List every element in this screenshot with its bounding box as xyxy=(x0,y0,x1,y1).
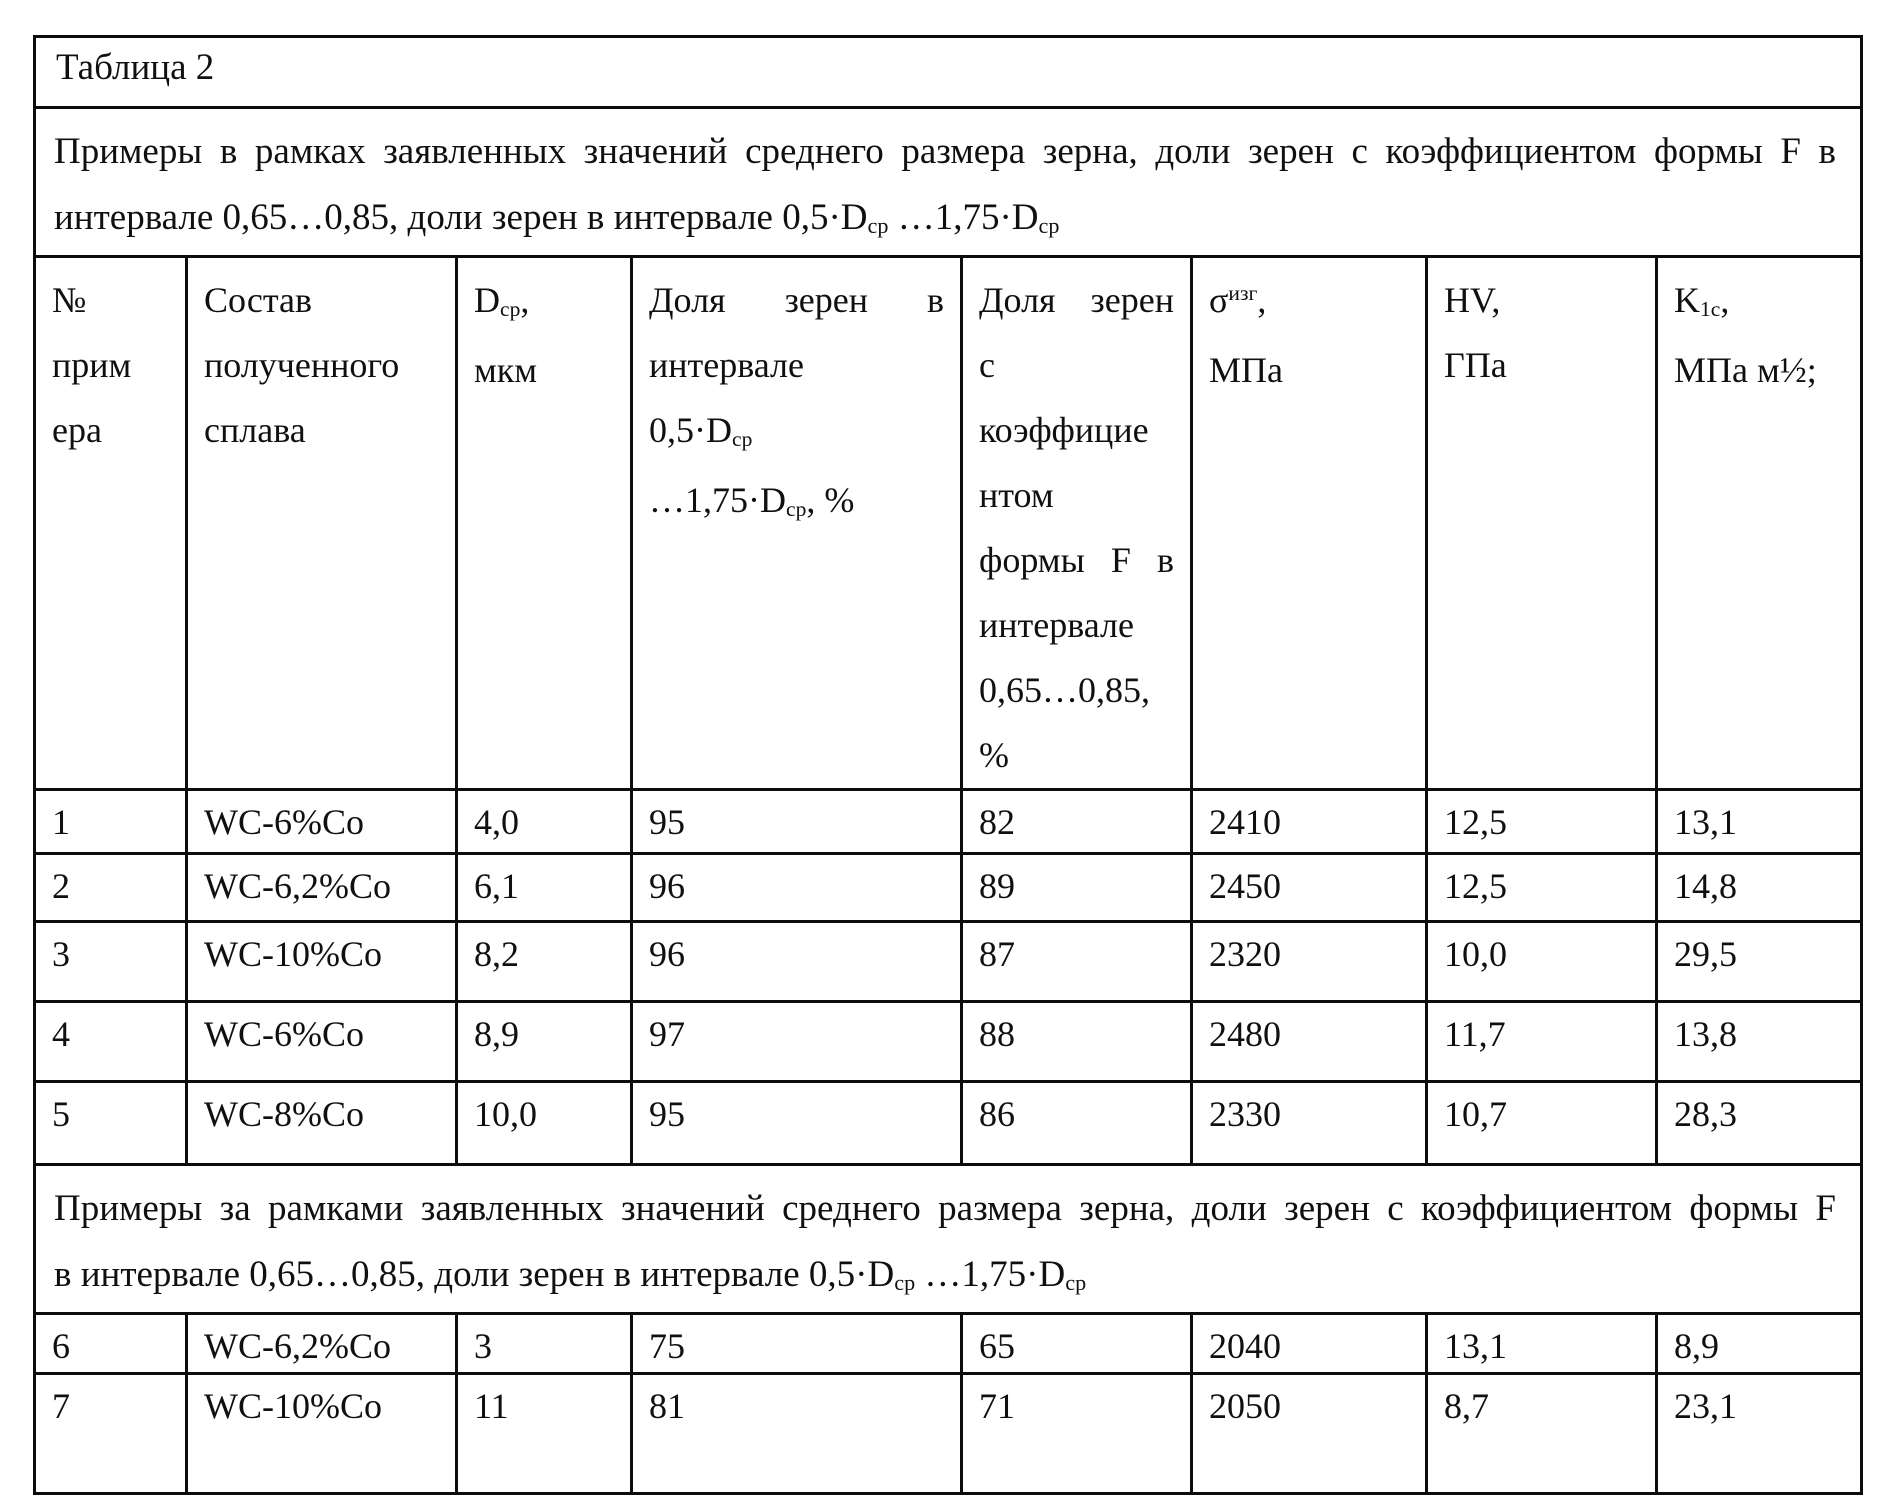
table-cell: WC-10%Co xyxy=(187,922,457,1002)
col-header-hardness-hv: HV, ГПа xyxy=(1427,257,1657,790)
table-row xyxy=(35,854,1862,922)
table-cell: 8,9 xyxy=(457,1002,632,1082)
table-cell: 23,1 xyxy=(1657,1374,1862,1494)
table-cell: 1 xyxy=(35,790,187,854)
table-cell: 12,5 xyxy=(1427,790,1657,854)
table-row xyxy=(35,790,1862,854)
table-cell: 2320 xyxy=(1192,922,1427,1002)
table-cell: 8,2 xyxy=(457,922,632,1002)
table-cell: 5 xyxy=(35,1082,187,1165)
table-cell: 88 xyxy=(962,1002,1192,1082)
section-caption-in-range xyxy=(35,108,1862,257)
table-cell: 75 xyxy=(632,1314,962,1374)
table-cell: 6,1 xyxy=(457,854,632,922)
table-cell: 65 xyxy=(962,1314,1192,1374)
table-cell: 2 xyxy=(35,854,187,922)
table-cell: 2040 xyxy=(1192,1314,1427,1374)
table-cell: 71 xyxy=(962,1374,1192,1494)
table-cell: 11,7 xyxy=(1427,1002,1657,1082)
table-cell: 87 xyxy=(962,922,1192,1002)
caption-line: в интервале 0,65…0,85, доли зерен в интервале $0,5\cdot D_{ср}$ $\dots 1,75\cdot D_{ср}$ xyxy=(54,1254,1087,1295)
table-cell: 2050 xyxy=(1192,1374,1427,1494)
table-cell: 81 xyxy=(632,1374,962,1494)
table-cell: WC-6,2%Co xyxy=(187,1314,457,1374)
table-cell: 7 xyxy=(35,1374,187,1494)
table-cell: 13,1 xyxy=(1427,1314,1657,1374)
caption-line: Примеры за рамками заявленных значений среднего размера зерна, доли зерен с коэффициентом формы F xyxy=(54,1188,1836,1229)
rows-in-range xyxy=(35,790,1862,1165)
table-cell: 4,0 xyxy=(457,790,632,854)
section-caption-out-of-range xyxy=(35,1165,1862,1314)
col-header-grain-fraction-shape-factor: Доля зерен с коэффицие нтом формы F в интервале 0,65…0,85, % xyxy=(962,257,1192,790)
table-cell: 8,9 xyxy=(1657,1314,1862,1374)
rows-out-of-range xyxy=(35,1314,1862,1494)
table-cell: 10,0 xyxy=(1427,922,1657,1002)
table-cell: 4 xyxy=(35,1002,187,1082)
col-header-example-number: № прим ера xyxy=(35,257,187,790)
header-row xyxy=(35,257,1862,790)
caption-line: Примеры в рамках заявленных значений среднего размера зерна, доли зерен с коэффициентом формы F в xyxy=(54,131,1836,172)
table-cell: 11 xyxy=(457,1374,632,1494)
table-cell: 2450 xyxy=(1192,854,1427,922)
table-cell: 96 xyxy=(632,922,962,1002)
table-row xyxy=(35,1082,1862,1165)
patent-table-2 xyxy=(33,35,1863,1495)
col-header-alloy-composition: Состав полученного сплава xyxy=(187,257,457,790)
table-row xyxy=(35,1002,1862,1082)
table-row xyxy=(35,1314,1862,1374)
table-cell: 3 xyxy=(457,1314,632,1374)
table-cell: WC-6%Co xyxy=(187,790,457,854)
table-cell: 3 xyxy=(35,922,187,1002)
table-cell: 2410 xyxy=(1192,790,1427,854)
table-cell: 97 xyxy=(632,1002,962,1082)
table-cell: 82 xyxy=(962,790,1192,854)
table-cell: 96 xyxy=(632,854,962,922)
table-cell: WC-10%Co xyxy=(187,1374,457,1494)
table-cell: 8,7 xyxy=(1427,1374,1657,1494)
table-cell: 95 xyxy=(632,1082,962,1165)
table-cell: 89 xyxy=(962,854,1192,922)
table-row xyxy=(35,922,1862,1002)
table-cell: 95 xyxy=(632,790,962,854)
table-cell: 2480 xyxy=(1192,1002,1427,1082)
table-cell: WC-6,2%Co xyxy=(187,854,457,922)
table-cell: 10,0 xyxy=(457,1082,632,1165)
table-cell: 6 xyxy=(35,1314,187,1374)
col-header-mean-grain-size: $D_{ср}$, мкм xyxy=(457,257,632,790)
table-cell: WC-8%Co xyxy=(187,1082,457,1165)
col-header-grain-fraction-size-interval: Доля зерен в интервале $0,5\cdot D_{ср}$ $\dots 1,75\cdot D_{ср}$, % xyxy=(632,257,962,790)
table-cell: 12,5 xyxy=(1427,854,1657,922)
table-cell: 13,8 xyxy=(1657,1002,1862,1082)
table-cell: 10,7 xyxy=(1427,1082,1657,1165)
table-cell: 14,8 xyxy=(1657,854,1862,922)
table-cell: 13,1 xyxy=(1657,790,1862,854)
table-title: Таблица 2 xyxy=(35,37,1862,108)
col-header-fracture-toughness-k1c: $K_{1c}$, МПа м½; xyxy=(1657,257,1862,790)
caption-line: интервале 0,65…0,85, доли зерен в интервале $0,5\cdot D_{ср}$ $\dots 1,75\cdot D_{ср}$ xyxy=(54,197,1060,238)
table-cell: 86 xyxy=(962,1082,1192,1165)
table-cell: 28,3 xyxy=(1657,1082,1862,1165)
table-cell: 29,5 xyxy=(1657,922,1862,1002)
table-cell: 2330 xyxy=(1192,1082,1427,1165)
table-row xyxy=(35,1374,1862,1494)
table-cell: WC-6%Co xyxy=(187,1002,457,1082)
col-header-bending-strength: $\sigma^{изг}$, МПа xyxy=(1192,257,1427,790)
